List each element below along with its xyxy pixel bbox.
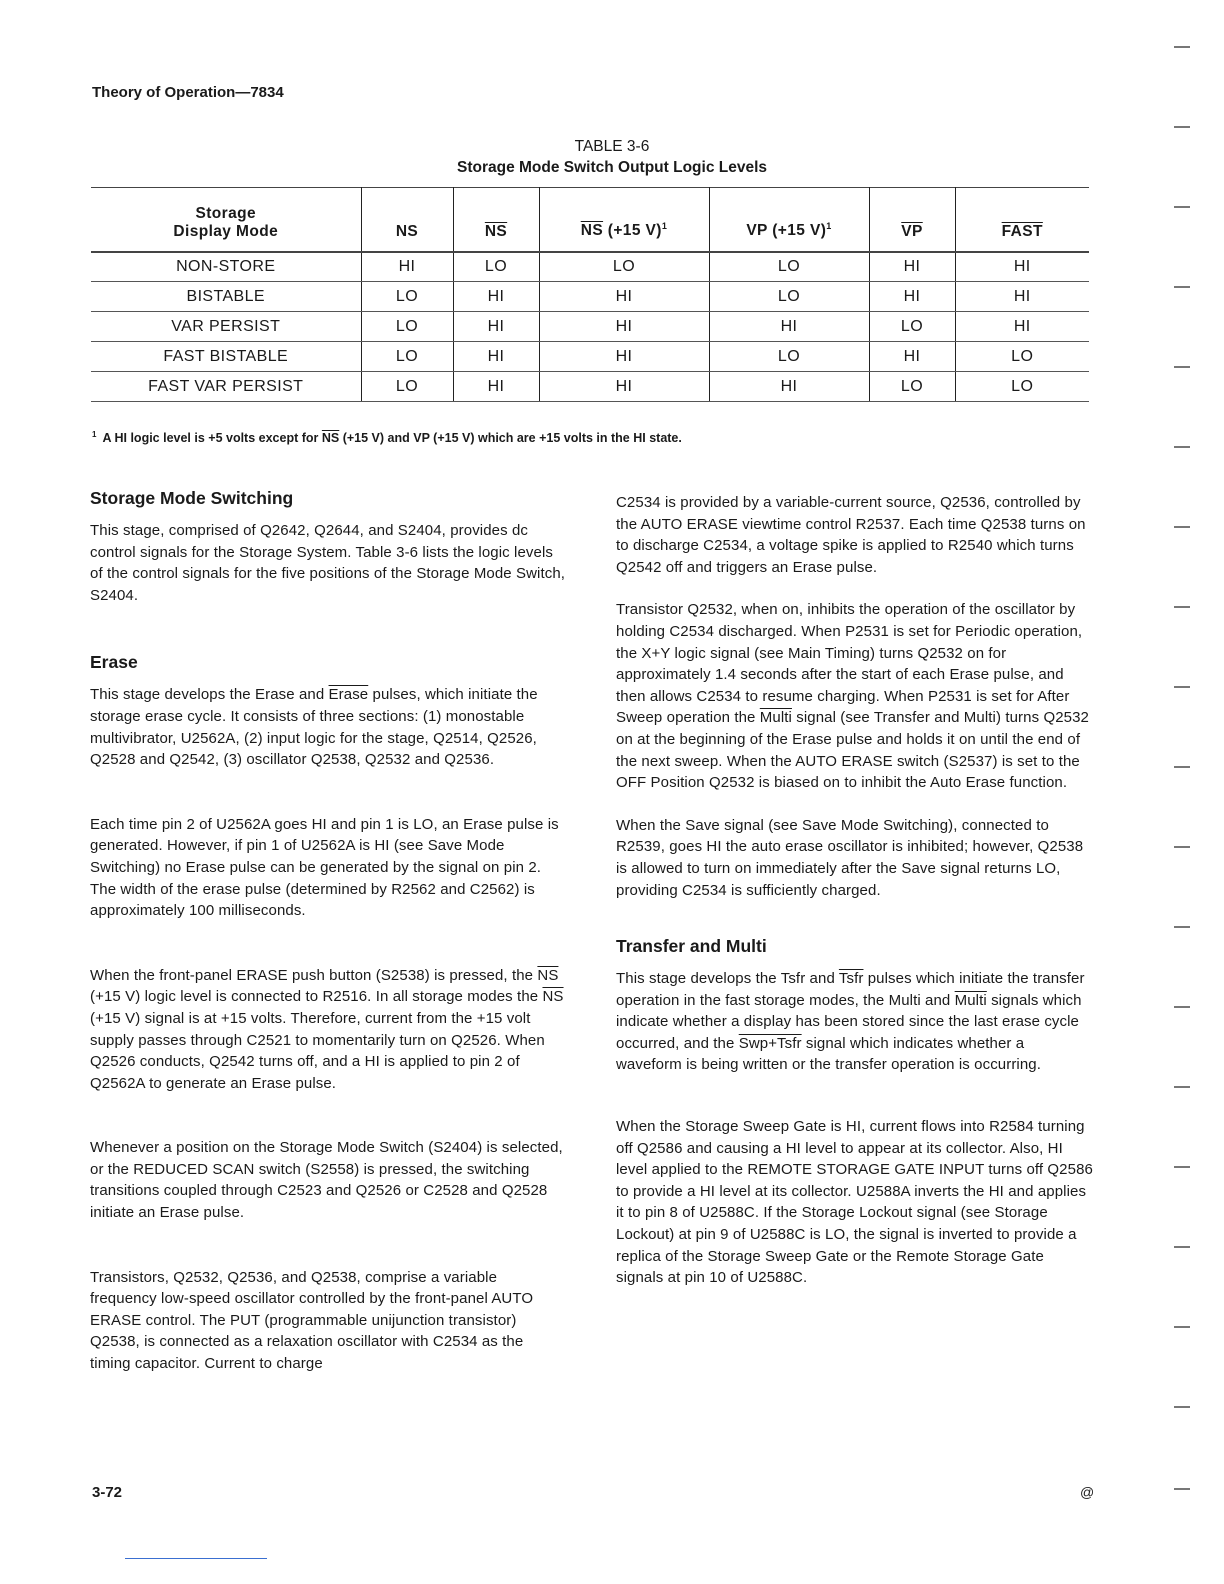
copyright-mark: @: [1080, 1484, 1095, 1500]
margin-tick: [1174, 766, 1190, 768]
heading-erase: Erase: [90, 652, 138, 673]
page-number: 3-72: [92, 1484, 123, 1501]
margin-tick: [1174, 446, 1190, 448]
margin-tick: [1174, 366, 1190, 368]
margin-tick: [1174, 1006, 1190, 1008]
table-row: FAST BISTABLE LO HI HI LO HI LO: [91, 342, 1089, 372]
header-vp-15v: VP (+15 V)$^1$: [709, 188, 869, 252]
margin-tick: [1174, 126, 1190, 128]
paragraph: Whenever a position on the Storage Mode Switch (S2404) is selected, or the REDUCED SCAN switch (S2558) is pressed, the switching transitions coupled through C2523 and Q2526 or C2528 and Q2528 initiate an Erase pulse.: [90, 1139, 563, 1222]
paragraph: When the Save signal (see Save Mode Switching), connected to R2539, goes HI the auto erase oscillator is inhibited; however, Q2538 is allowed to turn on immediately after the Save signal returns LO, providing C2534 is sufficiently charged.: [616, 816, 1084, 899]
margin-tick: [1174, 46, 1190, 48]
header-ns-bar: $\overline{NS}$: [453, 188, 539, 252]
paragraph: This stage develops the Tsfr and Tsfr pulses which initiate the transfer operation in the fast storage modes, the Multi and Multi signals which indicate whether a display has been stored since the last erase cycle occurred, and the Swp+Tsfr signal which indicates whether a waveform is being written or the transfer operation is occurring.: [616, 970, 1085, 1074]
margin-tick: [1174, 526, 1190, 528]
margin-tick: [1174, 846, 1190, 848]
left-column: [90, 486, 568, 1375]
header-vp-bar: $\overline{VP}$: [869, 188, 955, 252]
margin-tick: [1174, 926, 1190, 928]
paragraph: Each time pin 2 of U2562A goes HI and pin 1 is LO, an Erase pulse is generated. However, if pin 1 of U2562A is HI (see Save Mode Switching) no Erase pulse can be generated by the signal on pin 2. The width of the erase pulse (determined by R2562 and C2562) is approximately 100 milliseconds.: [90, 815, 559, 920]
table-title: Storage Mode Switch Output Logic Levels: [456, 159, 768, 176]
margin-tick: [1174, 206, 1190, 208]
header-fast-bar: FAST: [955, 188, 1089, 252]
paragraph: Transistor Q2532, when on, inhibits the operation of the oscillator by holding C2534 discharged. When P2531 is set for Periodic operation, the X+Y logic signal (see Main Timing) turns Q2532 on for approximately 1.4 seconds after the start of each Erase pulse, and then allows C2534 to resume charging. When P2531 is set for After Sweep operation the Multi signal (see Transfer and Multi) turns Q2532 on at the beginning of the Erase pulse and holds it on until the end of the next sweep. When the AUTO ERASE switch (S2537) is set to the OFF Position Q2532 is biased on to inhibit the Auto Erase function.: [616, 601, 1089, 792]
right-column: [616, 486, 1094, 1289]
table-header-row: [91, 188, 1089, 252]
margin-tick: [1174, 1406, 1190, 1408]
table-label: TABLE 3-6: [574, 138, 650, 155]
logic-levels-table: [91, 187, 1089, 402]
table-row: BISTABLE LO HI HI LO HI HI: [91, 282, 1089, 312]
header-ns: NS: [361, 188, 453, 252]
header-ns-bar-15v: $\overline{NS}$ (+15 V)$^1$: [539, 188, 709, 252]
table-row: FAST VAR PERSIST LO HI HI HI LO LO: [91, 372, 1089, 402]
paragraph: This stage, comprised of Q2642, Q2644, and S2404, provides dc control signals for the Storage System. Table 3-6 lists the logic levels of the control signals for the five positions of the Storage Mode Switch, S2404.: [90, 522, 566, 604]
paragraph: When the Storage Sweep Gate is HI, current flows into R2584 turning off Q2586 and causing a HI level to appear at its collector. Also, HI level applied to the REMOTE STORAGE GATE INPUT turns off Q2586 to provide a HI level at its collector. U2588A inverts the HI and applies it to pin 8 of U2588C. If the Storage Lockout signal (see Storage Lockout) at pin 9 of U2588C is LO, the signal is inverted to provide a replica of the Storage Sweep Gate or the Remote Storage Gate signals at pin 10 of U2588C.: [616, 1118, 1093, 1287]
bottom-rule: [125, 1558, 267, 1559]
paragraph: When the front-panel ERASE push button (S2538) is pressed, the $\overline{NS}$ (+15 V) logic level is connected to R2516. In all storage modes the $\overline{NS}$ (+15 V) signal is at +15 volts. Therefore, current from the +15 volt supply passes through C2521 to momentarily turn on Q2526. When Q2526 conducts, Q2542 turns off, and a HI is applied to pin 2 of Q2562A to generate an Erase pulse.: [90, 966, 564, 1092]
paragraph: This stage develops the Erase and Erase pulses, which initiate the storage erase cycle. It consists of three sections: (1) monostable multivibrator, U2562A, (2) input logic for the stage, Q2514, Q2526, Q2528 and Q2542, (3) oscillator Q2538, Q2532 and Q2536.: [90, 686, 538, 769]
margin-tick: [1174, 1246, 1190, 1248]
table-row: VAR PERSIST LO HI HI HI LO HI: [91, 312, 1089, 342]
heading-transfer-and-multi: Transfer and Multi: [616, 936, 767, 957]
heading-storage-mode-switching: Storage Mode Switching: [90, 488, 294, 508]
table-footnote: $^1$ A HI logic level is +5 volts except for $\overline{NS}$ (+15 V) and VP (+15 V) which are +15 volts in the HI state.: [92, 430, 682, 446]
margin-tick: [1174, 286, 1190, 288]
running-header: Theory of Operation—7834: [92, 84, 284, 101]
margin-tick: [1174, 1326, 1190, 1328]
table-caption: [0, 136, 1224, 178]
margin-tick: [1174, 606, 1190, 608]
margin-tick: [1174, 686, 1190, 688]
margin-tick: [1174, 1166, 1190, 1168]
paragraph: Transistors, Q2532, Q2536, and Q2538, comprise a variable frequency low-speed oscillator controlled by the front-panel AUTO ERASE control. The PUT (programmable unijunction transistor) Q2538, is connected as a relaxation oscillator with C2534 as the timing capacitor. Current to charge: [90, 1268, 534, 1373]
paragraph: C2534 is provided by a variable-current source, Q2536, controlled by the AUTO ERASE viewtime control R2537. Each time Q2538 turns on to discharge C2534, a voltage spike is applied to R2540 which turns Q2542 off and triggers an Erase pulse.: [616, 494, 1086, 576]
margin-tick: [1174, 1488, 1190, 1490]
table-row: NON-STORE HI LO LO LO HI HI: [91, 252, 1089, 282]
margin-tick: [1174, 1086, 1190, 1088]
header-display-mode: Storage Display Mode: [91, 188, 361, 252]
